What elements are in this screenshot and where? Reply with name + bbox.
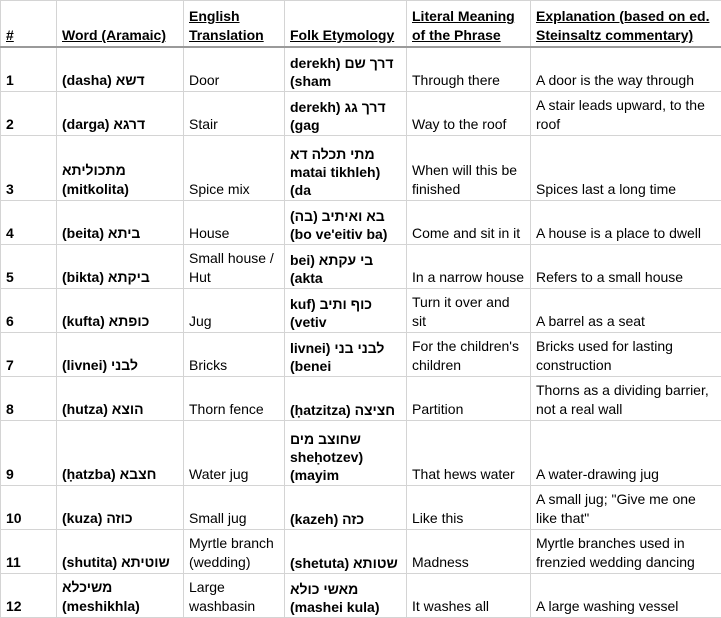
- cell-line: construction: [536, 356, 721, 375]
- cell-line: (mitkolita): [62, 180, 183, 199]
- cell-explanation: [531, 421, 721, 486]
- cell-english: [184, 421, 285, 486]
- cell-folk-etymology: [285, 377, 407, 421]
- cell-english: [184, 377, 285, 421]
- cell-line: children: [412, 356, 530, 375]
- cell-word: [57, 289, 184, 333]
- cell-number: 6: [1, 289, 57, 333]
- cell-line: Small jug: [189, 509, 284, 528]
- table-row: [1, 377, 721, 421]
- cell-explanation: [531, 530, 721, 574]
- cell-folk-etymology: [285, 421, 407, 486]
- cell-line: A water-drawing jug: [536, 465, 721, 484]
- cell-line: (ḥatzba) חצבא: [62, 465, 183, 484]
- cell-line: In a narrow house: [412, 268, 530, 287]
- cell-line: Myrtle branches used in: [536, 534, 721, 553]
- cell-line: Jug: [189, 312, 284, 331]
- cell-english: [184, 245, 285, 289]
- cell-line: (ḥatzitza) חציצה: [290, 401, 406, 419]
- table-row: [1, 574, 721, 618]
- table-row: [1, 333, 721, 377]
- cell-folk-etymology: [285, 92, 407, 136]
- cell-number: 11: [1, 530, 57, 574]
- cell-word: [57, 421, 184, 486]
- cell-explanation: [531, 47, 721, 92]
- cell-explanation: [531, 486, 721, 530]
- cell-line: Hut: [189, 268, 284, 287]
- cell-english: [184, 47, 285, 92]
- cell-line: (sham: [290, 72, 406, 90]
- cell-line: Thorn fence: [189, 400, 284, 419]
- header-row: [1, 1, 721, 48]
- cell-line: מתי תכלה דא: [290, 145, 406, 163]
- cell-word: [57, 245, 184, 289]
- cell-line: washbasin: [189, 597, 284, 616]
- cell-word: [57, 333, 184, 377]
- cell-line: (kuza) כוזה: [62, 509, 183, 528]
- cell-word: [57, 47, 184, 92]
- cell-explanation: [531, 201, 721, 245]
- cell-line: Spice mix: [189, 180, 284, 199]
- cell-line: It washes all: [412, 597, 530, 616]
- cell-line: kuf) כוף ותיב: [290, 295, 406, 313]
- cell-word: [57, 201, 184, 245]
- cell-folk-etymology: [285, 201, 407, 245]
- cell-line: derekh) דרך גג: [290, 98, 406, 116]
- cell-line: (gag: [290, 116, 406, 134]
- cell-english: [184, 530, 285, 574]
- cell-english: [184, 289, 285, 333]
- cell-line: (bo ve'eitiv ba): [290, 225, 406, 243]
- cell-folk-etymology: [285, 245, 407, 289]
- cell-line: Come and sit in it: [412, 224, 530, 243]
- cell-line: Water jug: [189, 465, 284, 484]
- cell-number: 5: [1, 245, 57, 289]
- cell-line: Spices last a long time: [536, 180, 721, 199]
- cell-line: like that": [536, 509, 721, 528]
- cell-line: (hutza) הוצא: [62, 400, 183, 419]
- table-row: [1, 92, 721, 136]
- cell-line: (vetiv: [290, 313, 406, 331]
- cell-line: For the children's: [412, 337, 530, 356]
- header-literal-meaning: Literal Meaning of the Phrase: [407, 1, 531, 48]
- cell-number: 1: [1, 47, 57, 92]
- cell-line: roof: [536, 115, 721, 134]
- cell-line: When will this be: [412, 161, 530, 180]
- header-folk-etymology: Folk Etymology: [285, 1, 407, 48]
- cell-line: בא ואיתיב (בה): [290, 207, 406, 225]
- cell-folk-etymology: [285, 333, 407, 377]
- cell-folk-etymology: [285, 574, 407, 618]
- cell-line: A house is a place to dwell: [536, 224, 721, 243]
- cell-number: 8: [1, 377, 57, 421]
- cell-word: [57, 486, 184, 530]
- cell-line: bei) בי עקתא: [290, 251, 406, 269]
- cell-line: A barrel as a seat: [536, 312, 721, 331]
- table-row: [1, 421, 721, 486]
- cell-explanation: [531, 377, 721, 421]
- cell-english: [184, 486, 285, 530]
- cell-number: 7: [1, 333, 57, 377]
- cell-line: (beita) ביתא: [62, 224, 183, 243]
- cell-explanation: [531, 574, 721, 618]
- cell-literal-meaning: [407, 289, 531, 333]
- cell-literal-meaning: [407, 47, 531, 92]
- cell-line: livnei) לבני בני: [290, 339, 406, 357]
- cell-english: [184, 136, 285, 201]
- header-english: English Translation: [184, 1, 285, 48]
- cell-line: sit: [412, 312, 530, 331]
- cell-literal-meaning: [407, 421, 531, 486]
- cell-literal-meaning: [407, 530, 531, 574]
- cell-line: Like this: [412, 509, 530, 528]
- cell-line: Madness: [412, 553, 530, 572]
- header-number: #: [1, 1, 57, 48]
- cell-word: [57, 92, 184, 136]
- cell-line: A large washing vessel: [536, 597, 721, 616]
- cell-explanation: [531, 136, 721, 201]
- cell-line: Bricks: [189, 356, 284, 375]
- cell-line: (wedding): [189, 553, 284, 572]
- cell-line: Refers to a small house: [536, 268, 721, 287]
- cell-literal-meaning: [407, 92, 531, 136]
- table-row: [1, 136, 721, 201]
- cell-line: (darga) דרגא: [62, 115, 183, 134]
- cell-line: Partition: [412, 400, 530, 419]
- cell-literal-meaning: [407, 486, 531, 530]
- cell-line: A door is the way through: [536, 71, 721, 90]
- cell-literal-meaning: [407, 245, 531, 289]
- cell-line: matai tikhleh): [290, 163, 406, 181]
- cell-line: (bikta) ביקתא: [62, 268, 183, 287]
- cell-number: 10: [1, 486, 57, 530]
- cell-english: [184, 574, 285, 618]
- cell-line: (da: [290, 181, 406, 199]
- cell-number: 4: [1, 201, 57, 245]
- cell-word: [57, 574, 184, 618]
- cell-line: משיכלא: [62, 578, 183, 597]
- cell-line: That hews water: [412, 465, 530, 484]
- table-row: [1, 201, 721, 245]
- cell-line: (livnei) לבני: [62, 356, 183, 375]
- cell-line: Myrtle branch: [189, 534, 284, 553]
- cell-literal-meaning: [407, 377, 531, 421]
- cell-number: 12: [1, 574, 57, 618]
- cell-folk-etymology: [285, 486, 407, 530]
- cell-folk-etymology: [285, 530, 407, 574]
- cell-line: Bricks used for lasting: [536, 337, 721, 356]
- cell-line: Through there: [412, 71, 530, 90]
- cell-line: (mayim: [290, 466, 406, 484]
- cell-line: (shetuta) שטותא: [290, 554, 406, 572]
- cell-line: (shutita) שוטיתא: [62, 553, 183, 572]
- header-explanation: Explanation (based on ed. Steinsaltz commentary): [531, 1, 721, 48]
- cell-literal-meaning: [407, 333, 531, 377]
- cell-line: not a real wall: [536, 400, 721, 419]
- cell-line: Small house /: [189, 249, 284, 268]
- cell-line: Door: [189, 71, 284, 90]
- cell-line: (dasha) דשא: [62, 71, 183, 90]
- table-row: [1, 289, 721, 333]
- cell-folk-etymology: [285, 47, 407, 92]
- cell-line: Large: [189, 578, 284, 597]
- cell-line: מאשי כולא: [290, 580, 406, 598]
- cell-line: sheḥotzev): [290, 448, 406, 466]
- cell-explanation: [531, 289, 721, 333]
- cell-line: frenzied wedding dancing: [536, 553, 721, 572]
- cell-line: (kazeh) כזה: [290, 510, 406, 528]
- cell-line: (akta: [290, 269, 406, 287]
- cell-folk-etymology: [285, 289, 407, 333]
- table-row: [1, 486, 721, 530]
- cell-explanation: [531, 92, 721, 136]
- header-word: Word (Aramaic): [57, 1, 184, 48]
- cell-line: מתכוליתא: [62, 161, 183, 180]
- cell-line: (benei: [290, 357, 406, 375]
- cell-literal-meaning: [407, 201, 531, 245]
- cell-number: 2: [1, 92, 57, 136]
- cell-english: [184, 92, 285, 136]
- cell-line: שחוצב מים: [290, 430, 406, 448]
- cell-line: House: [189, 224, 284, 243]
- cell-literal-meaning: [407, 574, 531, 618]
- cell-line: finished: [412, 180, 530, 199]
- cell-line: Thorns as a dividing barrier,: [536, 381, 721, 400]
- table-row: [1, 245, 721, 289]
- cell-word: [57, 377, 184, 421]
- cell-explanation: [531, 333, 721, 377]
- cell-number: 3: [1, 136, 57, 201]
- cell-line: derekh) דרך שם: [290, 54, 406, 72]
- cell-word: [57, 530, 184, 574]
- cell-literal-meaning: [407, 136, 531, 201]
- cell-english: [184, 201, 285, 245]
- table-row: [1, 47, 721, 92]
- cell-folk-etymology: [285, 136, 407, 201]
- cell-english: [184, 333, 285, 377]
- table-row: [1, 530, 721, 574]
- cell-line: A stair leads upward, to the: [536, 96, 721, 115]
- cell-line: (meshikhla): [62, 597, 183, 616]
- cell-line: (kufta) כופתא: [62, 312, 183, 331]
- cell-line: Way to the roof: [412, 115, 530, 134]
- cell-line: Stair: [189, 115, 284, 134]
- cell-line: Turn it over and: [412, 293, 530, 312]
- cell-word: [57, 136, 184, 201]
- cell-explanation: [531, 245, 721, 289]
- cell-number: 9: [1, 421, 57, 486]
- cell-line: (mashei kula): [290, 598, 406, 616]
- cell-line: A small jug; "Give me one: [536, 490, 721, 509]
